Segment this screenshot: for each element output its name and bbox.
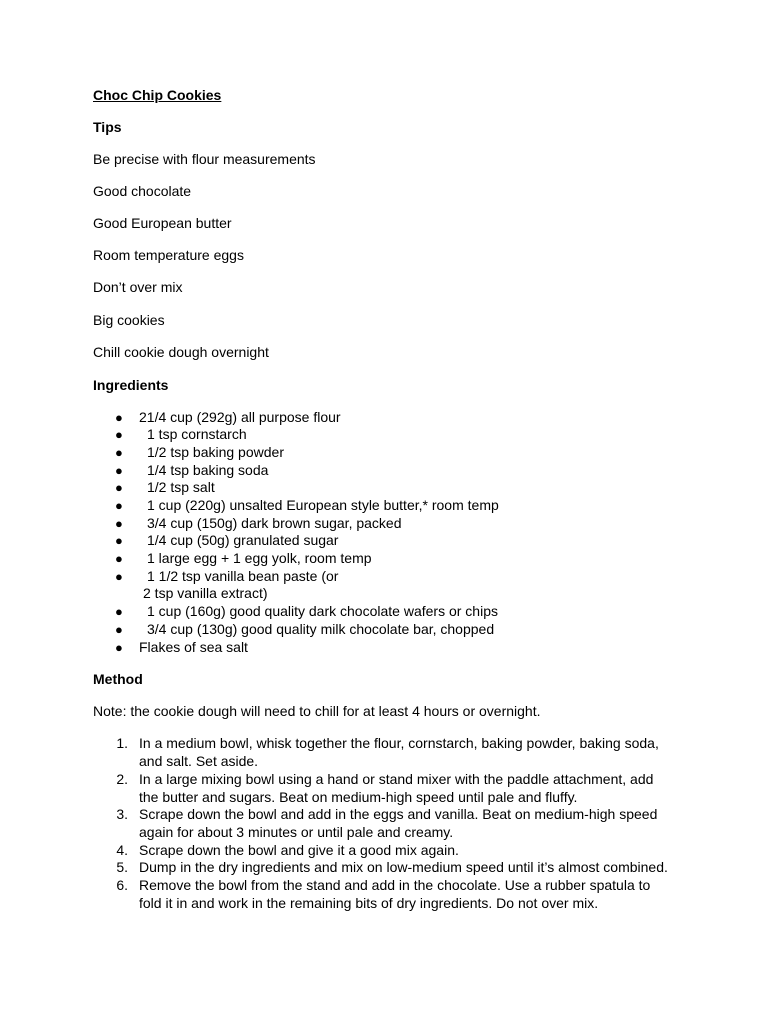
bullet-marker: ● [115,410,123,425]
ingredient-item: 1 tsp cornstarch [147,426,247,442]
bullet-marker: ● [115,622,123,637]
method-note: Note: the cookie dough will need to chill for at least 4 hours or overnight. [93,703,541,719]
ingredients-heading: Ingredients [93,377,169,393]
step-number: 3. [116,806,128,822]
step-text: fold it in and work in the remaining bits of dry ingredients. Do not over mix. [139,895,599,911]
ingredient-item: 1 cup (220g) unsalted European style butter,* room temp [147,497,499,513]
step-text: the butter and sugars. Beat on medium-high speed until pale and fluffy. [139,789,578,805]
ingredient-item: 1 cup (160g) good quality dark chocolate wafers or chips [147,603,498,619]
tip-item: Don’t over mix [93,279,183,295]
step-number: 6. [116,877,128,893]
tip-item: Room temperature eggs [93,247,244,263]
ingredient-item: 3/4 cup (150g) dark brown sugar, packed [147,515,402,531]
step-number: 4. [116,842,128,858]
ingredient-item: Flakes of sea salt [139,639,248,655]
ingredient-item: 21/4 cup (292g) all purpose flour [139,409,341,425]
bullet-marker: ● [115,516,123,531]
tip-item: Chill cookie dough overnight [93,344,269,360]
bullet-marker: ● [115,533,123,548]
ingredient-item: 1/4 tsp baking soda [147,462,269,478]
ingredient-item: 1 large egg + 1 egg yolk, room temp [147,550,372,566]
step-text: Remove the bowl from the stand and add in the chocolate. Use a rubber spatula to [139,877,651,893]
tips-heading: Tips [93,119,122,135]
ingredient-item: 1/2 tsp baking powder [147,444,284,460]
step-number: 5. [116,859,128,875]
step-text: Dump in the dry ingredients and mix on low-medium speed until it’s almost combined. [139,859,668,875]
step-text: In a large mixing bowl using a hand or stand mixer with the paddle attachment, add [139,771,654,787]
step-text: again for about 3 minutes or until pale and creamy. [139,824,454,840]
bullet-marker: ● [115,551,123,566]
ingredient-item-continuation: 2 tsp vanilla extract) [143,585,268,601]
tip-item: Good European butter [93,215,232,231]
bullet-marker: ● [115,640,123,655]
step-text: Scrape down the bowl and add in the eggs and vanilla. Beat on medium-high speed [139,806,658,822]
step-text: Scrape down the bowl and give it a good mix again. [139,842,459,858]
bullet-marker: ● [115,604,123,619]
step-text: and salt. Set aside. [139,753,259,769]
bullet-marker: ● [115,463,123,478]
step-number: 1. [116,735,128,751]
bullet-marker: ● [115,498,123,513]
method-heading: Method [93,671,143,687]
step-number: 2. [116,771,128,787]
bullet-marker: ● [115,427,123,442]
bullet-marker: ● [115,445,123,460]
bullet-marker: ● [115,569,123,584]
step-text: In a medium bowl, whisk together the flour, cornstarch, baking powder, baking soda, [139,735,659,751]
recipe-title: Choc Chip Cookies [93,87,222,103]
tip-item: Good chocolate [93,183,192,199]
ingredient-item: 1 1/2 tsp vanilla bean paste (or [147,568,339,584]
ingredient-item: 1/4 cup (50g) granulated sugar [147,532,339,548]
ingredient-item: 1/2 tsp salt [147,479,215,495]
tip-item: Big cookies [93,312,165,328]
bullet-marker: ● [115,480,123,495]
tip-item: Be precise with flour measurements [93,151,316,167]
ingredient-item: 3/4 cup (130g) good quality milk chocolate bar, chopped [147,621,495,637]
